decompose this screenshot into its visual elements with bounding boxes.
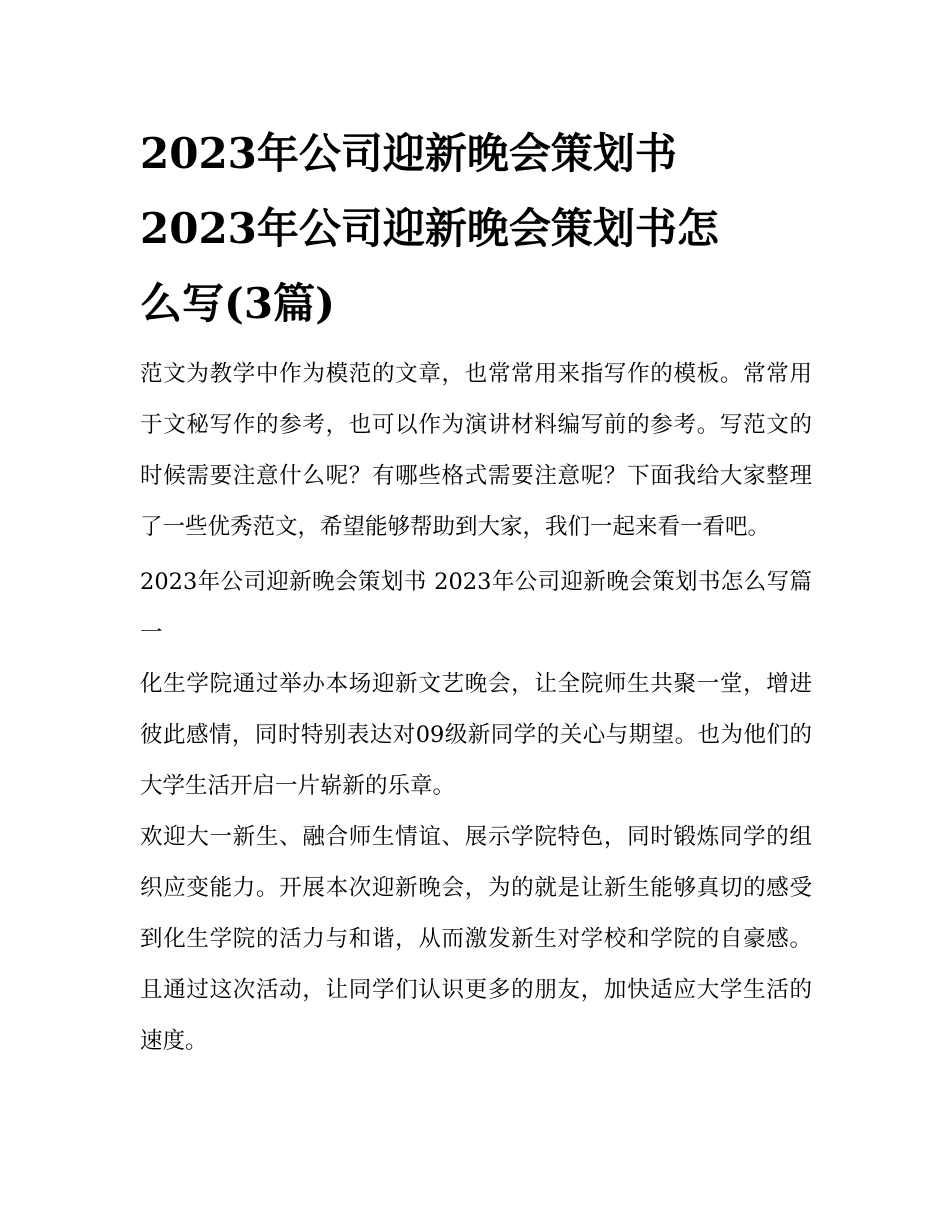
body-paragraph: 化生学院通过举办本场迎新文艺晚会，让全院师生共聚一堂，增进彼此感情，同时特别表达对09级新同学的关心与期望。也为他们的大学生活开启一片崭新的乐章。 [140,671,812,799]
title-line-3: 么写(3篇) [140,279,335,328]
section-heading: 2023年公司迎新晚会策划书 2023年公司迎新晚会策划书怎么写篇一 [140,569,812,646]
document-body [140,349,812,1067]
document-title [140,116,812,341]
document-page [140,116,812,1067]
intro-paragraph: 范文为教学中作为模范的文章，也常常用来指写作的模板。常常用于文秘写作的参考，也可以作为演讲材料编写前的参考。写范文的时候需要注意什么呢？有哪些格式需要注意呢？下面我给大家整理了一些优秀范文，希望能够帮助到大家，我们一起来看一看吧。 [140,361,812,540]
body-paragraph: 欢迎大一新生、融合师生情谊、展示学院特色，同时锻炼同学的组织应变能力。开展本次迎新晚会，为的就是让新生能够真切的感受到化生学院的活力与和谐，从而激发新生对学校和学院的自豪感。且通过这次活动，让同学们认识更多的朋友，加快适应大学生活的速度。 [140,824,812,1054]
title-line-2: 2023年公司迎新晚会策划书怎 [140,204,719,253]
title-line-1: 2023年公司迎新晚会策划书 [140,129,677,178]
